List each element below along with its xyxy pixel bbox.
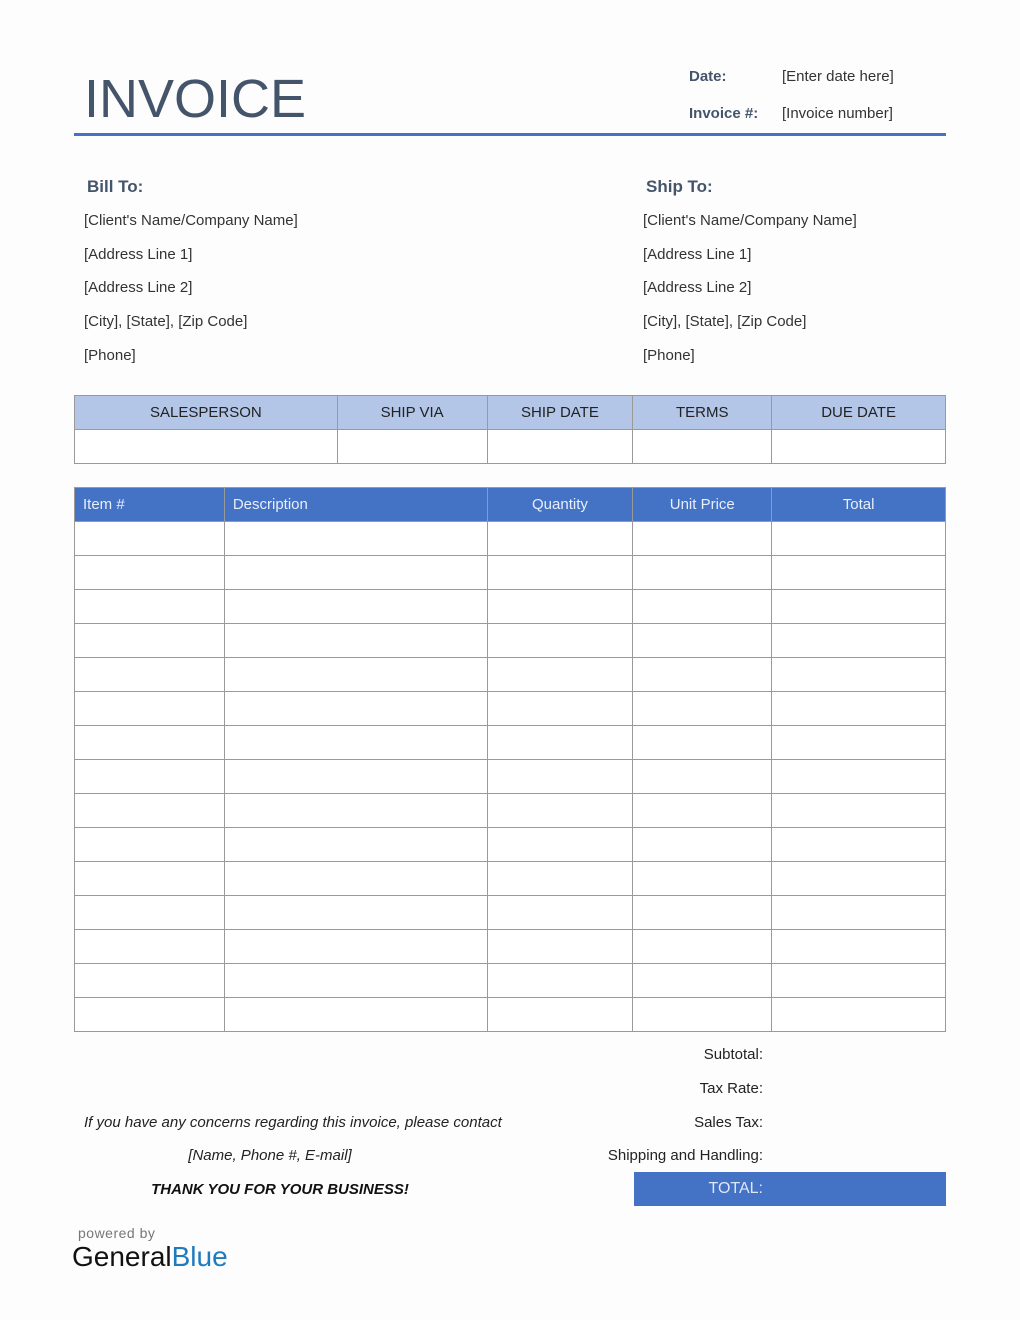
item-number-cell[interactable]: [75, 794, 225, 828]
bill-to-city[interactable]: [City], [State], [Zip Code]: [84, 313, 248, 330]
quantity-cell[interactable]: [487, 930, 633, 964]
powered-by-label: powered by: [78, 1225, 156, 1241]
concerns-note: If you have any concerns regarding this invoice, please contact: [84, 1114, 502, 1131]
brand-blue: Blue: [171, 1241, 228, 1272]
description-cell[interactable]: [224, 862, 487, 896]
quantity-cell[interactable]: [487, 794, 633, 828]
description-cell[interactable]: [224, 590, 487, 624]
line-total-cell[interactable]: [772, 964, 946, 998]
bill-to-name[interactable]: [Client's Name/Company Name]: [84, 212, 298, 229]
terms-cell[interactable]: [633, 430, 772, 464]
line-total-cell[interactable]: [772, 726, 946, 760]
line-total-cell[interactable]: [772, 930, 946, 964]
bill-to-address1[interactable]: [Address Line 1]: [84, 246, 193, 263]
generalblue-logo[interactable]: [72, 1241, 228, 1273]
date-label: Date:: [689, 68, 727, 85]
table-row: [75, 624, 946, 658]
ship-to-city[interactable]: [City], [State], [Zip Code]: [643, 313, 807, 330]
table-row: [75, 556, 946, 590]
table-row: [75, 828, 946, 862]
description-cell[interactable]: [224, 692, 487, 726]
table-row: [75, 964, 946, 998]
table-row: [75, 896, 946, 930]
quantity-cell[interactable]: [487, 760, 633, 794]
description-header: Description: [224, 488, 487, 522]
thank-you-message: THANK YOU FOR YOUR BUSINESS!: [151, 1181, 409, 1198]
line-total-cell[interactable]: [772, 624, 946, 658]
salesperson-cell[interactable]: [75, 430, 338, 464]
unit-price-cell[interactable]: [633, 964, 772, 998]
quantity-cell[interactable]: [487, 726, 633, 760]
quantity-cell[interactable]: [487, 590, 633, 624]
sales-tax-label: Sales Tax:: [694, 1114, 763, 1131]
item-number-cell[interactable]: [75, 590, 225, 624]
table-row: [75, 692, 946, 726]
shipping-handling-label: Shipping and Handling:: [607, 1147, 763, 1164]
description-cell[interactable]: [224, 726, 487, 760]
item-number-cell[interactable]: [75, 862, 225, 896]
item-number-cell[interactable]: [75, 624, 225, 658]
item-number-cell[interactable]: [75, 964, 225, 998]
ship-to-heading: Ship To:: [646, 177, 713, 196]
unit-price-cell[interactable]: [633, 556, 772, 590]
unit-price-cell[interactable]: [633, 522, 772, 556]
ship-via-header: SHIP VIA: [337, 396, 487, 430]
unit-price-cell[interactable]: [633, 624, 772, 658]
ship-via-cell[interactable]: [337, 430, 487, 464]
brand-general: General: [72, 1241, 172, 1272]
line-total-cell[interactable]: [772, 590, 946, 624]
unit-price-cell[interactable]: [633, 590, 772, 624]
shipping-info-table: [74, 395, 946, 464]
item-number-cell[interactable]: [75, 760, 225, 794]
unit-price-cell[interactable]: [633, 760, 772, 794]
description-cell[interactable]: [224, 794, 487, 828]
ship-to-address1[interactable]: [Address Line 1]: [643, 246, 752, 263]
ship-date-header: SHIP DATE: [487, 396, 633, 430]
unit-price-cell[interactable]: [633, 930, 772, 964]
items-table: [74, 487, 946, 1032]
due-date-header: DUE DATE: [772, 396, 946, 430]
item-number-cell[interactable]: [75, 726, 225, 760]
quantity-cell[interactable]: [487, 862, 633, 896]
unit-price-header: Unit Price: [633, 488, 772, 522]
description-cell[interactable]: [224, 556, 487, 590]
item-number-cell[interactable]: [75, 998, 225, 1032]
terms-header: TERMS: [633, 396, 772, 430]
item-number-cell[interactable]: [75, 522, 225, 556]
unit-price-cell[interactable]: [633, 658, 772, 692]
total-label: TOTAL:: [708, 1180, 763, 1197]
description-cell[interactable]: [224, 828, 487, 862]
invoice-number-field[interactable]: [Invoice number]: [782, 105, 893, 122]
quantity-cell[interactable]: [487, 998, 633, 1032]
due-date-cell[interactable]: [772, 430, 946, 464]
item-number-cell[interactable]: [75, 692, 225, 726]
description-cell[interactable]: [224, 930, 487, 964]
invoice-number-label: Invoice #:: [689, 105, 759, 122]
salesperson-header: SALESPERSON: [75, 396, 338, 430]
item-number-header: Item #: [75, 488, 225, 522]
date-field[interactable]: [Enter date here]: [782, 68, 894, 85]
quantity-cell[interactable]: [487, 556, 633, 590]
ship-to-phone[interactable]: [Phone]: [643, 347, 695, 364]
item-number-cell[interactable]: [75, 896, 225, 930]
line-total-cell[interactable]: [772, 862, 946, 896]
line-total-cell[interactable]: [772, 828, 946, 862]
description-cell[interactable]: [224, 760, 487, 794]
description-cell[interactable]: [224, 658, 487, 692]
table-row: [75, 862, 946, 896]
quantity-cell[interactable]: [487, 522, 633, 556]
item-number-cell[interactable]: [75, 556, 225, 590]
unit-price-cell[interactable]: [633, 998, 772, 1032]
line-total-cell[interactable]: [772, 522, 946, 556]
table-row: [75, 522, 946, 556]
item-number-cell[interactable]: [75, 828, 225, 862]
line-total-cell[interactable]: [772, 998, 946, 1032]
unit-price-cell[interactable]: [633, 692, 772, 726]
unit-price-cell[interactable]: [633, 794, 772, 828]
ship-to-address2[interactable]: [Address Line 2]: [643, 279, 752, 296]
contact-info[interactable]: [Name, Phone #, E-mail]: [188, 1147, 352, 1164]
bill-to-phone[interactable]: [Phone]: [84, 347, 136, 364]
quantity-cell[interactable]: [487, 964, 633, 998]
table-row: [75, 794, 946, 828]
line-total-cell[interactable]: [772, 556, 946, 590]
quantity-cell[interactable]: [487, 828, 633, 862]
description-cell[interactable]: [224, 624, 487, 658]
total-header: Total: [772, 488, 946, 522]
line-total-cell[interactable]: [772, 760, 946, 794]
unit-price-cell[interactable]: [633, 896, 772, 930]
header-divider: [74, 133, 946, 136]
table-row: [75, 760, 946, 794]
unit-price-cell[interactable]: [633, 828, 772, 862]
tax-rate-label: Tax Rate:: [699, 1080, 763, 1097]
line-total-cell[interactable]: [772, 658, 946, 692]
subtotal-label: Subtotal:: [703, 1046, 763, 1063]
invoice-title: INVOICE: [84, 69, 307, 129]
ship-to-name[interactable]: [Client's Name/Company Name]: [643, 212, 857, 229]
description-cell[interactable]: [224, 522, 487, 556]
item-number-cell[interactable]: [75, 930, 225, 964]
line-total-cell[interactable]: [772, 692, 946, 726]
line-total-cell[interactable]: [772, 794, 946, 828]
table-row: [75, 998, 946, 1032]
bill-to-heading: Bill To:: [87, 177, 144, 196]
table-row: [75, 590, 946, 624]
table-row: [75, 726, 946, 760]
ship-date-cell[interactable]: [487, 430, 633, 464]
unit-price-cell[interactable]: [633, 862, 772, 896]
description-cell[interactable]: [224, 896, 487, 930]
item-number-cell[interactable]: [75, 658, 225, 692]
quantity-cell[interactable]: [487, 658, 633, 692]
quantity-cell[interactable]: [487, 624, 633, 658]
quantity-cell[interactable]: [487, 692, 633, 726]
quantity-cell[interactable]: [487, 896, 633, 930]
description-cell[interactable]: [224, 998, 487, 1032]
table-row: [75, 658, 946, 692]
line-total-cell[interactable]: [772, 896, 946, 930]
quantity-header: Quantity: [487, 488, 633, 522]
unit-price-cell[interactable]: [633, 726, 772, 760]
description-cell[interactable]: [224, 964, 487, 998]
table-row: [75, 930, 946, 964]
bill-to-address2[interactable]: [Address Line 2]: [84, 279, 193, 296]
